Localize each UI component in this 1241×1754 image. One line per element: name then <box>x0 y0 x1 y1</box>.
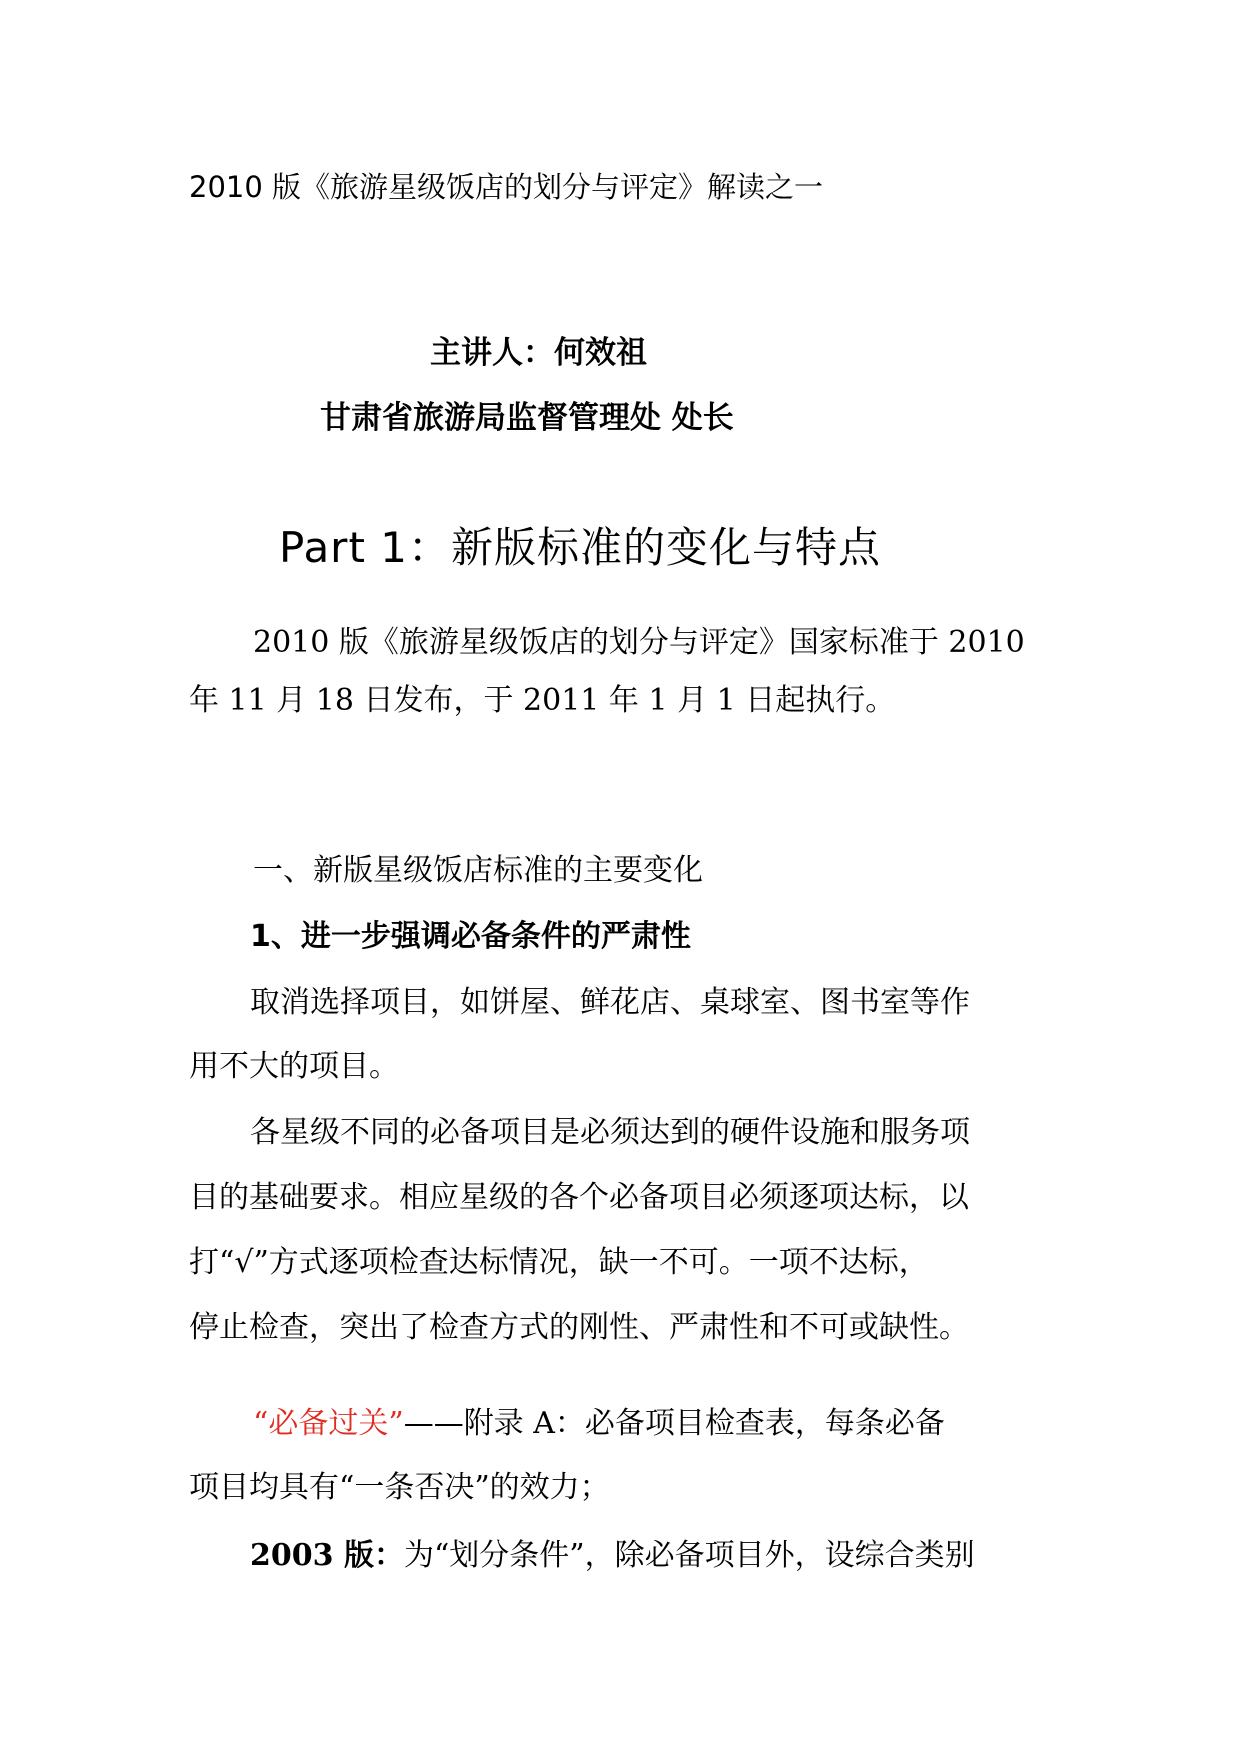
para2-line-4: 停止检查，突出了检查方式的刚性、严肃性和不可或缺性。 <box>189 1310 969 1345</box>
presenter-name: 主讲人：何效祖 <box>430 335 647 371</box>
intro-line-2: 年 11 月 18 日发布，于 2011 年 1 月 1 日起执行。 <box>189 683 896 718</box>
para3-line-1 <box>253 1398 945 1442</box>
section-heading: 一、新版星级饭店标准的主要变化 <box>253 853 703 888</box>
para4-bold-prefix: 2003 版： <box>250 1538 404 1573</box>
subsection-heading: 1、进一步强调必备条件的严肃性 <box>250 919 691 954</box>
para1-line-1: 取消选择项目，如饼屋、鲜花店、桌球室、图书室等作 <box>250 985 970 1020</box>
para2-line-1: 各星级不同的必备项目是必须达到的硬件设施和服务项 <box>250 1115 970 1150</box>
para4-rest: 为“划分条件”，除必备项目外，设综合类别 <box>403 1538 975 1573</box>
para3-line-2: 项目均具有“一条否决”的效力； <box>189 1470 610 1505</box>
intro-line-1: 2010 版《旅游星级饭店的划分与评定》国家标准于 2010 <box>253 625 1025 660</box>
para2-line-2: 目的基础要求。相应星级的各个必备项目必须逐项达标，以 <box>189 1180 969 1215</box>
para4-line-1 <box>250 1530 975 1574</box>
highlight-text: “必备过关” <box>253 1406 404 1441</box>
para1-line-2: 用不大的项目。 <box>189 1049 399 1084</box>
presenter-affiliation: 甘肃省旅游局监督管理处 处长 <box>320 400 734 436</box>
para3-line-1-rest: ——附录 A：必备项目检查表，每条必备 <box>403 1406 945 1441</box>
para2-line-3: 打“√”方式逐项检查达标情况，缺一不可。一项不达标， <box>189 1245 929 1280</box>
document-header-title: 2010 版《旅游星级饭店的划分与评定》解读之一 <box>189 170 824 204</box>
part-heading: Part 1：新版标准的变化与特点 <box>279 523 881 572</box>
